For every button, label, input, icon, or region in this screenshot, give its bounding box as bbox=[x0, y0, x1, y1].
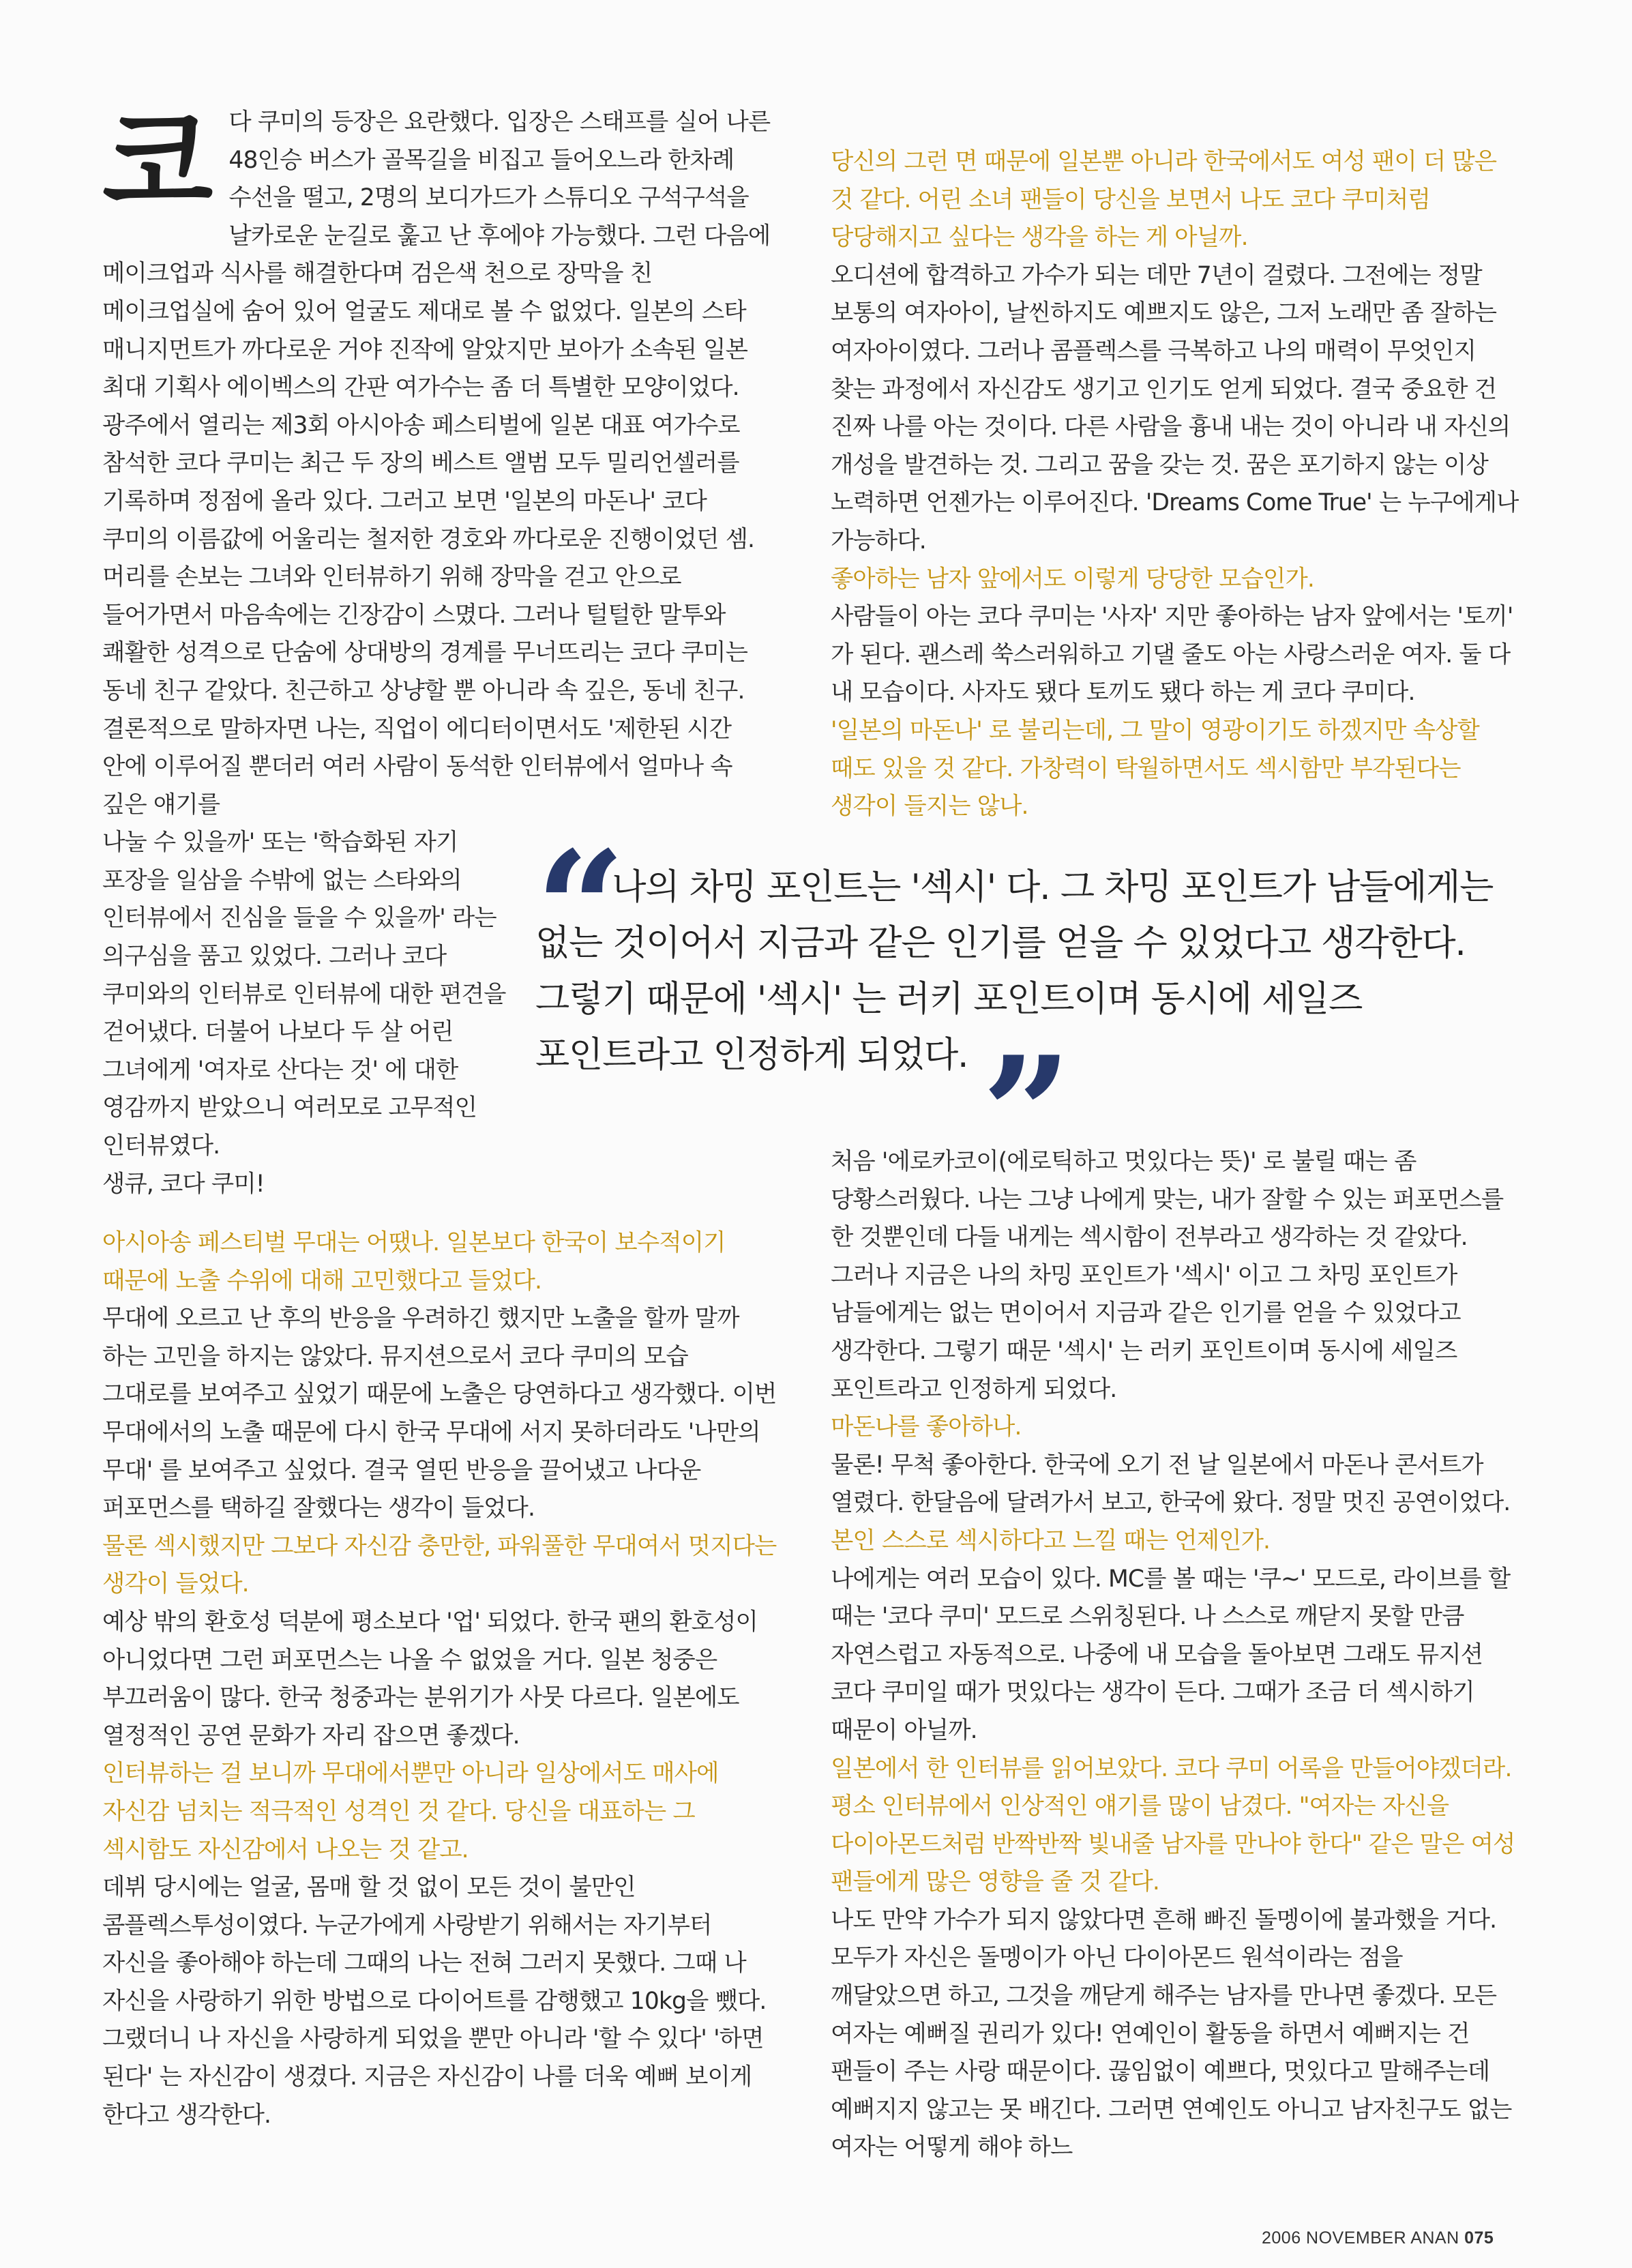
intro-closing: 생큐, 코다 쿠미! bbox=[102, 1170, 265, 1198]
pull-quote-text: 나의 차밍 포인트는 '섹시' 다. 그 차밍 포인트가 남들에게는 없는 것이어서 지금과 같은 인기를 얻을 수 있었다고 생각한다. 그렇기 때문에 '섹시' 는 러키 포인트이며 동시에 세일즈 포인트라고 인정하게 되었다. bbox=[535, 867, 1494, 1076]
intro-paragraph-1: 다 쿠미의 등장은 요란했다. 입장은 스태프를 실어 나른 48인승 버스가 골목길을 비집고 들어오느라 한차례 수선을 떨고, 2명의 보디가드가 스튜디오 구석구석을 날카로운 눈길로 훑고 난 후에야 가능했다. 그런 다음에 메이크업과 식사를 해결한다며 검은색 천으로 장막을 친 메이크업실에 숨어 있어 얼굴도 제대로 볼 수 없었다. 일본의 스타 매니지먼트가 까다로운 거야 진작에 알았지만 보아가 소속된 일본 최대 기획사 에이벡스의 간판 여가수는 좀 더 특별한 모양이었다. 광주에서 열리는 제3회 아시아송 페스티벌에 일본 대표 여가수로 참석한 코다 쿠미는 최근 두 장의 베스트 앨범 모두 밀리언셀러를 기록하며 정점에 올라 있다. 그러고 보면 '일본의 마돈나' 코다 쿠미의 이름값에 어울리는 철저한 경호와 까다로운 진행이었던 셈. 머리를 손보는 그녀와 인터뷰하기 위해 장막을 걷고 안으로 들어가면서 마음속에는 긴장감이 스몄다. 그러나 털털한 말투와 쾌활한 성격으로 단숨에 상대방의 경계를 무너뜨리는 코다 쿠미는 동네 친구 같았다. 친근하고 상냥할 뿐 아니라 속 깊은, 동네 친구. bbox=[102, 108, 771, 705]
question: '일본의 마돈나' 로 불리는데, 그 말이 영광이기도 하겠지만 속상할 때도 있을 것 같다. 가창력이 탁월하면서도 섹시함만 부각된다는 생각이 들지는 않나. bbox=[831, 716, 1479, 821]
answer: 사람들이 아는 코다 쿠미는 '사자' 지만 좋아하는 남자 앞에서는 '토끼' 가 된다. 괜스레 쑥스러워하고 기댈 줄도 아는 사랑스러운 여자. 둘 다 내 모습이다. 사자도 됐다 토끼도 됐다 하는 게 코다 쿠미다. bbox=[831, 603, 1513, 707]
right-top-interview-column bbox=[831, 143, 1519, 826]
intro-paragraph-2: 결론적으로 말하자면 나는, 직업이 에디터이면서도 '제한된 시간 안에 이루어질 뿐더러 여러 사람이 동석한 인터뷰에서 얼마나 속 깊은 얘기를 bbox=[102, 715, 732, 819]
page-number: 075 bbox=[1464, 2228, 1494, 2248]
question: 물론 섹시했지만 그보다 자신감 충만한, 파워풀한 무대여서 멋지다는 생각이 들었다. bbox=[102, 1532, 777, 1598]
question: 당신의 그런 면 때문에 일본뿐 아니라 한국에서도 여성 팬이 더 많은 것 같다. 어린 소녀 팬들이 당신을 보면서 나도 코다 쿠미처럼 당당해지고 싶다는 생각을 하는 게 아닐까. bbox=[831, 148, 1497, 252]
answer: 나도 만약 가수가 되지 않았다면 흔해 빠진 돌멩이에 불과했을 거다. 모두가 자신은 돌멩이가 아닌 다이아몬드 원석이라는 점을 깨달았으면 하고, 그것을 깨닫게 해주는 남자를 만나면 좋겠다. 모든 여자는 예뻐질 권리가 있다! 연예인이 활동을 하면서 예뻐지는 건 팬들이 주는 사랑 때문이다. 끊임없이 예쁘다, 멋있다고 말해주는데 예뻐지지 않고는 못 배긴다. 그러면 연예인도 아니고 남자친구도 없는 여자는 어떻게 해야 하느 bbox=[831, 1906, 1512, 2162]
answer: 물론! 무척 좋아한다. 한국에 오기 전 날 일본에서 마돈나 콘서트가 열렸다. 한달음에 달려가서 보고, 한국에 왔다. 정말 멋진 공연이었다. bbox=[831, 1451, 1511, 1517]
answer: 처음 '에로카코이(에로틱하고 멋있다는 뜻)' 로 불릴 때는 좀 당황스러웠다. 나는 그냥 나에게 맞는, 내가 잘할 수 있는 퍼포먼스를 한 것뿐인데 다들 내게는 섹시함이 전부라고 생각하는 것 같았다. 그러나 지금은 나의 차밍 포인트가 '섹시' 이고 그 차밍 포인트가 남들에게는 없는 면이어서 지금과 같은 인기를 얻을 수 있었다고 생각한다. 그렇기 때문 '섹시' 는 러키 포인트이며 동시에 세일즈 포인트라고 인정하게 되었다. bbox=[831, 1148, 1504, 1403]
open-quote-mark: “ bbox=[535, 817, 606, 1001]
answer: 무대에 오르고 난 후의 반응을 우려하긴 했지만 노출을 할까 말까 하는 고민을 하지는 않았다. 뮤지션으로서 코다 쿠미의 모습 그대로를 보여주고 싶었기 때문에 노출은 당연하다고 생각했다. 이번 무대에서의 노출 때문에 다시 한국 무대에 서지 못하더라도 '나만의 무대' 를 보여주고 싶었다. 결국 열띤 반응을 끌어냈고 나다운 퍼포먼스를 택하길 잘했다는 생각이 들었다. bbox=[102, 1305, 777, 1522]
issue-label: 2006 NOVEMBER ANAN bbox=[1262, 2228, 1459, 2248]
right-bottom-interview-column bbox=[831, 1143, 1519, 2167]
question: 좋아하는 남자 앞에서도 이렇게 당당한 모습인가. bbox=[831, 565, 1314, 593]
drop-cap: 코 bbox=[102, 95, 213, 230]
close-quote-mark: ” bbox=[981, 1022, 1052, 1207]
question: 일본에서 한 인터뷰를 읽어보았다. 코다 쿠미 어록을 만들어야겠더라. 평소 인터뷰에서 인상적인 얘기를 많이 남겼다. "여자는 자신을 다이아몬드처럼 반짝반짝 빛내줄 남자를 만나야 한다" 같은 말은 여성 팬들에게 많은 영향을 줄 것 같다. bbox=[831, 1754, 1515, 1896]
page-footer bbox=[1262, 2228, 1494, 2248]
question: 마돈나를 좋아하나. bbox=[831, 1413, 1022, 1441]
pull-quote bbox=[535, 817, 1517, 1207]
answer: 예상 밖의 환호성 덕분에 평소보다 '업' 되었다. 한국 팬의 환호성이 아니었다면 그런 퍼포먼스는 나올 수 없었을 거다. 일본 청중은 부끄러움이 많다. 한국 청중과는 분위기가 사뭇 다르다. 일본에도 열정적인 공연 문화가 자리 잡으면 좋겠다. bbox=[102, 1608, 758, 1750]
left-interview-column bbox=[102, 1224, 779, 2134]
answer: 나에게는 여러 모습이 있다. MC를 볼 때는 '쿠~' 모드로, 라이브를 할 때는 '코다 쿠미' 모드로 스위칭된다. 나 스스로 깨닫지 못할 만큼 자연스럽고 자동적으로. 나중에 내 모습을 돌아보면 그래도 뮤지션 코다 쿠미일 때가 멋있다는 생각이 든다. 그때가 조금 더 섹시하기 때문이 아닐까. bbox=[831, 1565, 1511, 1744]
answer: 오디션에 합격하고 가수가 되는 데만 7년이 걸렸다. 그전에는 정말 보통의 여자아이, 날씬하지도 예쁘지도 않은, 그저 노래만 좀 잘하는 여자아이였다. 그러나 콤플렉스를 극복하고 나의 매력이 무엇인지 찾는 과정에서 자신감도 생기고 인기도 얻게 되었다. 결국 중요한 건 진짜 나를 아는 것이다. 다른 사람을 흉내 내는 것이 아니라 내 자신의 개성을 발견하는 것. 그리고 꿈을 갖는 것. 꿈은 포기하지 않는 이상 노력하면 언젠가는 이루어진다. 'Dreams Come True' 는 누구에게나 가능하다. bbox=[831, 261, 1519, 555]
question: 인터뷰하는 걸 보니까 무대에서뿐만 아니라 일상에서도 매사에 자신감 넘치는 적극적인 성격인 것 같다. 당신을 대표하는 그 섹시함도 자신감에서 나오는 것 같고. bbox=[102, 1760, 719, 1864]
question: 본인 스스로 섹시하다고 느낄 때는 언제인가. bbox=[831, 1527, 1271, 1555]
intro-paragraph-narrow: 나눌 수 있을까' 또는 '학습화된 자기 포장을 일삼을 수밖에 없는 스타와의 인터뷰에서 진심을 들을 수 있을까' 라는 의구심을 품고 있었다. 그러나 코다 쿠미와의 인터뷰로 인터뷰에 대한 편견을 걷어냈다. 더불어 나보다 두 살 어린 그녀에게 '여자로 산다는 것' 에 대한 영감까지 받았으니 여러모로 고무적인 인터뷰였다. bbox=[102, 829, 506, 1160]
answer: 데뷔 당시에는 얼굴, 몸매 할 것 없이 모든 것이 불만인 콤플렉스투성이였다. 누군가에게 사랑받기 위해서는 자기부터 자신을 좋아해야 하는데 그때의 나는 전혀 그러지 못했다. 그때 나 자신을 사랑하기 위한 방법으로 다이어트를 감행했고 10kg을 뺐다. 그랬더니 나 자신을 사랑하게 되었을 뿐만 아니라 '할 수 있다' '하면 된다' 는 자신감이 생겼다. 지금은 자신감이 나를 더욱 예뻐 보이게 한다고 생각한다. bbox=[102, 1874, 767, 2129]
question: 아시아송 페스티벌 무대는 어땠나. 일본보다 한국이 보수적이기 때문에 노출 수위에 대해 고민했다고 들었다. bbox=[102, 1229, 726, 1295]
